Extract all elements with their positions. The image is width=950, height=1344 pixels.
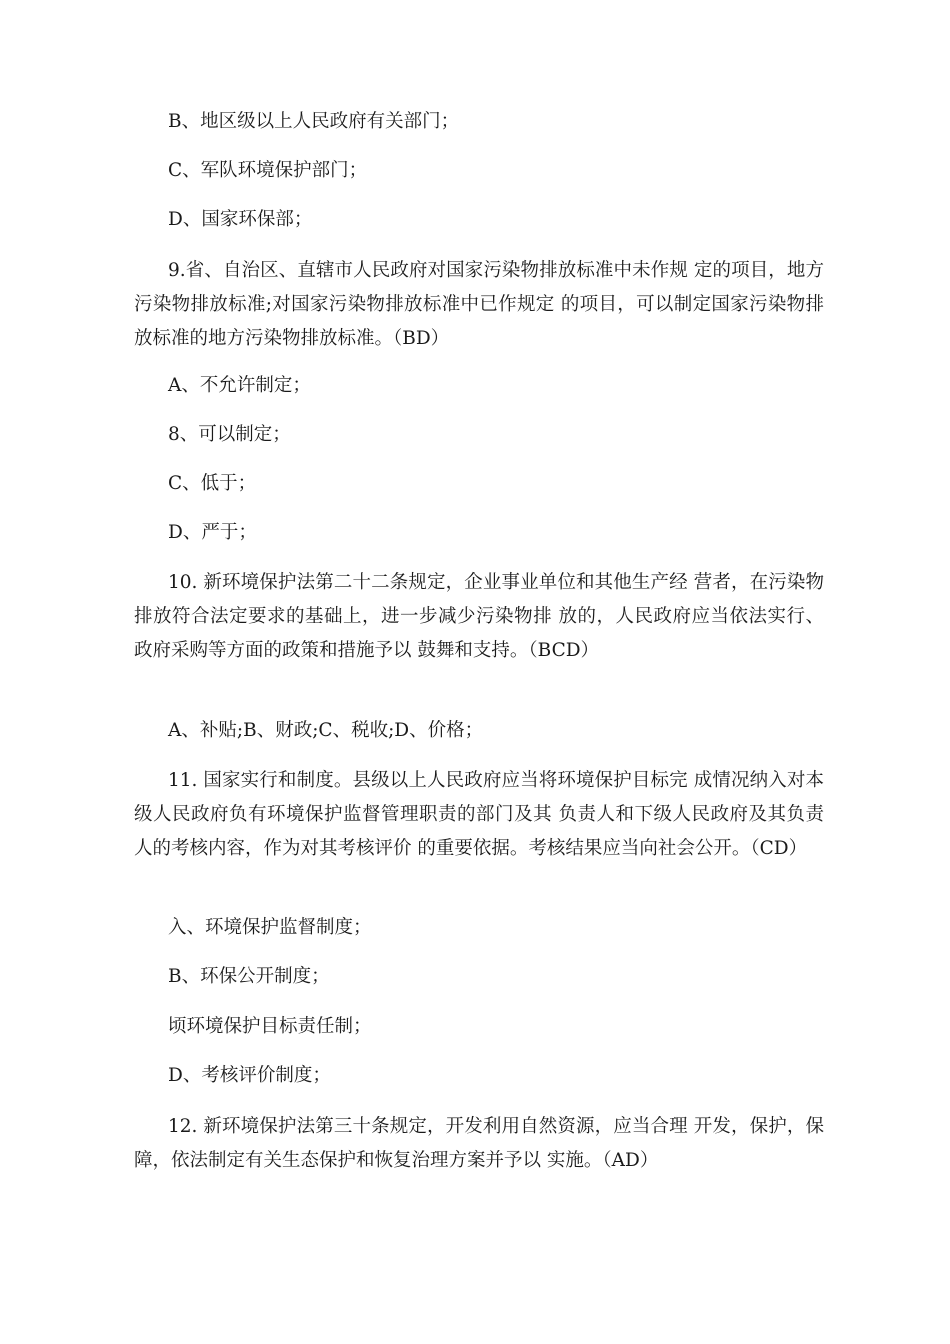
- option-b-line: B、环保公开制度；: [168, 966, 330, 987]
- question-12: 12. 新环境保护法第三十条规定，开发利用自然资源，应当合理 开发，保护，保障，依法制定有关生态保护和恢复治理方案并予以 实施。（AD）: [134, 1116, 824, 1171]
- question-9: 9.省、自治区、直辖市人民政府对国家污染物排放标准中未作规 定的项目，地方污染物排放标准;对国家污染物排放标准中已作规定 的项目，可以制定国家污染物排放标准的地方污染物排放标准。（BD）: [134, 260, 824, 349]
- options-line: A、补贴;B、财政;C、税收;D、价格；: [168, 720, 484, 741]
- option-c-line: C、军队环境保护部门；: [168, 160, 368, 181]
- option-a-line: 入、环境保护监督制度；: [168, 917, 372, 938]
- option-b-line: B、地区级以上人民政府有关部门；: [168, 111, 460, 132]
- option-d-line: D、考核评价制度；: [168, 1065, 331, 1086]
- option-a-line: A、不允许制定；: [168, 375, 311, 396]
- question-11: 11. 国家实行和制度。县级以上人民政府应当将环境保护目标完 成情况纳入对本级人民政府负有环境保护监督管理职责的部门及其 负责人和下级人民政府及其负责人的考核内容，作为对其考核评价 的重要依据。考核结果应当向社会公开。（CD）: [134, 770, 824, 859]
- option-d-line: D、国家环保部；: [168, 209, 313, 230]
- question-10: 10. 新环境保护法第二十二条规定，企业事业单位和其他生产经 营者，在污染物排放符合法定要求的基础上，进一步减少污染物排 放的，人民政府应当依法实行、政府采购等方面的政策和措施予以 鼓舞和支持。（BCD）: [134, 572, 824, 661]
- option-8-line: 8、可以制定；: [168, 424, 291, 445]
- option-d-line: D、严于；: [168, 522, 257, 543]
- option-c-line: 顷环境保护目标责任制；: [168, 1016, 372, 1037]
- option-c-line: C、低于；: [168, 473, 257, 494]
